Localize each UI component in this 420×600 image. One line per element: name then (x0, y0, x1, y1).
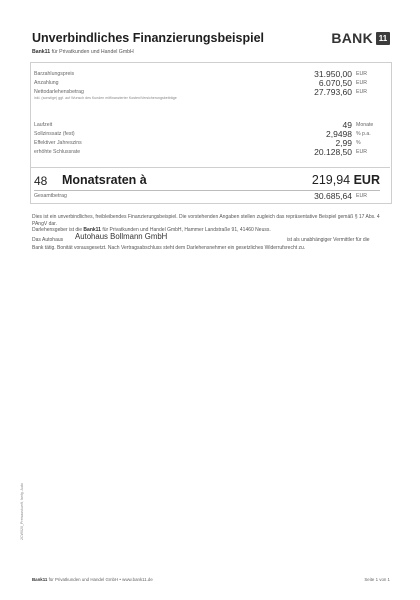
monthly-rate-count: 48 (34, 174, 48, 188)
issuer-line (32, 49, 134, 55)
downpayment-unit: EUR (356, 80, 367, 86)
apr-label: Effektiver Jahreszins (34, 140, 82, 146)
final-payment-row (34, 148, 380, 157)
lender-prefix: Darlehensgeber ist die (32, 227, 84, 234)
total-value: 30.685,64 (314, 191, 352, 201)
final-payment-value: 20.128,50 (314, 147, 352, 157)
lender-bank-name: Bank11 (83, 227, 101, 234)
issuer-bank-suffix: für Privatkunden und Handel GmbH (50, 49, 134, 55)
bank-logo-text: BANK (331, 30, 373, 46)
bank-logo-number: 11 (376, 32, 390, 45)
apr-value: 2,99 (335, 138, 352, 148)
dealer-name: Autohaus Bollmann GmbH (75, 231, 168, 241)
interest-rate-label: Sollzinssatz (fest) (34, 131, 75, 137)
monthly-rate-currency: EUR (353, 173, 380, 187)
total-unit: EUR (356, 193, 367, 199)
legal-text (32, 214, 390, 251)
interest-rate-value: 2,9498 (326, 129, 352, 139)
dealer-suffix: ist als unabhängiger Vermittler für die (287, 236, 370, 243)
interest-rate-unit: % p.a. (356, 131, 371, 137)
bank-logo (331, 30, 390, 46)
document-title: Unverbindliches Finanzierungsbeispiel (32, 31, 264, 45)
page-footer (32, 577, 390, 585)
apr-unit: % (356, 140, 361, 146)
dealer-prefix: Das Autohaus (32, 236, 64, 243)
net-loan-unit: EUR (356, 89, 367, 95)
net-loan-row (34, 88, 380, 108)
footer-bank-name: Bank11 (32, 577, 48, 582)
price-label: Barzahlungspreis (34, 71, 75, 77)
term-label: Laufzeit (34, 122, 53, 128)
downpayment-value: 6.070,50 (318, 78, 352, 88)
net-loan-note: inkl. (sonstige) ggf. auf Wunsch des Kunden mitfinanzierter Kosten/Versicherungsbeiträge (34, 96, 177, 100)
legal-paragraph-3: Bank tätig. Bonität vorausgesetzt. Nach Vertragsabschluss steht dem Darlehensnehmer ein gesetzliches Widerrufsrecht zu. (32, 244, 306, 251)
final-payment-label: erhöhte Schlussrate (34, 149, 81, 155)
price-unit: EUR (356, 71, 367, 77)
lender-address: für Privatkunden und Handel GmbH, Hammer Landstraße 91, 41460 Neuss. (100, 227, 271, 234)
monthly-rate-amount: 219,94 (311, 173, 351, 187)
page-number: Seite 1 von 1 (364, 577, 390, 582)
legal-paragraph-1: Dies ist ein unverbindliches, freibleibendes Finanzierungsbeispiel. Die vorstehenden Angaben stellen zugleich das repräsentative Beispiel gemäß § 17 Abs. 4 PAngV dar. (32, 214, 380, 227)
footer-bank (32, 577, 153, 582)
final-payment-unit: EUR (356, 149, 367, 155)
downpayment-label: Anzahlung (34, 80, 59, 86)
dealer-line (32, 231, 390, 244)
monthly-rate-value (312, 173, 380, 187)
net-loan-value: 27.793,60 (314, 87, 352, 97)
form-reference: 2CW020_Preisauskunft, fanfg. Auto (20, 483, 24, 540)
footer-bank-text: für Privatkunden und Handel GmbH • www.bank11.de (47, 577, 153, 582)
price-value: 31.950,00 (314, 69, 352, 79)
total-row (34, 192, 380, 201)
term-unit: Monate (356, 122, 374, 128)
total-label: Gesamtbetrag (34, 193, 67, 199)
monthly-rate-label: Monatsraten à (62, 173, 147, 187)
interest-rate-row (34, 130, 380, 139)
net-loan-label: Nettodarlehensbetrag (34, 89, 84, 95)
term-value: 49 (342, 120, 352, 130)
issuer-bank-name: Bank11 (32, 49, 51, 55)
